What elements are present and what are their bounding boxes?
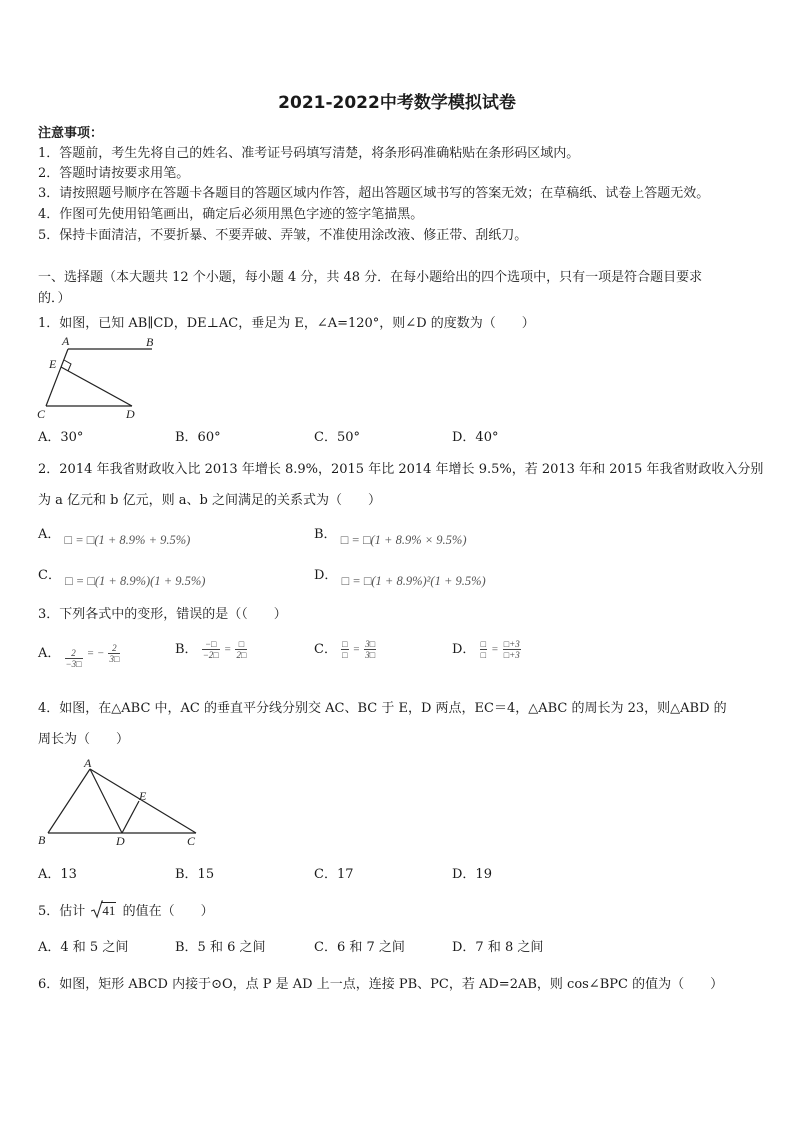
- q2-option-b[interactable]: [314, 523, 467, 547]
- segment-ed: [61, 367, 132, 406]
- q4-option-b[interactable]: B．15: [175, 867, 215, 882]
- sqrt-symbol: [91, 903, 116, 919]
- q4-stem-line1: 4．如图，在△ABC 中，AC 的垂直平分线分别交 AC、BC 于 E，D 两点，EC＝4，△ABC 的周长为 23，则△ABD 的: [38, 701, 727, 716]
- notice-item: 4．作图可先使用铅笔画出，确定后必须用黑色字迹的签字笔描黑。: [38, 207, 424, 222]
- radical-sign-icon: [91, 900, 103, 920]
- q4-option-a[interactable]: A．13: [38, 867, 77, 882]
- q4-figure: [34, 756, 209, 848]
- fraction-left: $\frac{□}{□}$: [342, 639, 348, 660]
- q4-option-d[interactable]: D．19: [452, 867, 492, 882]
- option-expression: □ = □(1 + 8.9% + 9.5%): [64, 533, 191, 547]
- q3-option-d[interactable]: D． $\frac{□}{□}$ = $\frac{□+3}{□+3}$: [452, 639, 520, 660]
- fraction-right: $\frac{2}{3□}$: [109, 643, 120, 664]
- radicand: 41: [102, 903, 116, 918]
- page-title: 2021-2022中考数学模拟试卷: [278, 93, 516, 113]
- label-e: E: [139, 789, 147, 803]
- option-label: B．: [175, 642, 198, 657]
- fraction-left: $\frac{2}{-3□}$: [65, 648, 82, 669]
- label-c: C: [37, 407, 46, 421]
- option-expression: □ = □(1 + 8.9%)²(1 + 9.5%): [341, 574, 486, 588]
- option-label: D．: [452, 642, 476, 657]
- q6-stem: 6．如图，矩形 ABCD 内接于⊙O，点 P 是 AD 上一点，连接 PB、PC，若 AD=2AB，则 cos∠BPC 的值为（ ）: [38, 977, 724, 992]
- q2-option-a[interactable]: [38, 523, 191, 547]
- notice-item: 5．保持卡面清洁，不要折暴、不要弄破、弄皱，不准使用涂改液、修正带、刮纸刀。: [38, 228, 528, 243]
- q3-stem: 3．下列各式中的变形，错误的是（（ ）: [38, 607, 287, 622]
- label-b: B: [146, 335, 154, 349]
- notice-item: 2．答题时请按要求用笔。: [38, 166, 190, 181]
- label-d: D: [126, 407, 135, 421]
- q1-option-b[interactable]: B．60°: [175, 430, 221, 445]
- section-header-line2: 的．）: [38, 291, 71, 306]
- option-expression: □ = □(1 + 8.9%)(1 + 9.5%): [65, 574, 206, 588]
- q2-option-c[interactable]: [38, 564, 206, 588]
- option-expression: □ = □(1 + 8.9% × 9.5%): [340, 533, 467, 547]
- option-label: D．: [314, 568, 338, 583]
- label-d: D: [116, 834, 125, 848]
- label-e: E: [49, 357, 57, 371]
- q1-option-c[interactable]: C．50°: [314, 430, 360, 445]
- q1-figure: [34, 334, 164, 422]
- q3-option-a[interactable]: A． $\frac{2}{-3□}$ = − $\frac{2}{3□}$: [38, 643, 120, 669]
- q5-option-a[interactable]: A．4 和 5 之间: [38, 940, 129, 955]
- notice-item: 3．请按照题号顺序在答题卡各题目的答题区域内作答，超出答题区域书写的答案无效；在草稿纸、试卷上答题无效。: [38, 186, 710, 201]
- q5-option-d[interactable]: D．7 和 8 之间: [452, 940, 544, 955]
- q1-option-d[interactable]: D．40°: [452, 430, 499, 445]
- q5-stem-pre: 5．估计: [38, 904, 86, 919]
- label-c: C: [187, 834, 196, 848]
- option-label: C．: [314, 642, 337, 657]
- q4-stem-line2: 周长为（ ）: [38, 732, 130, 747]
- fraction-right: $\frac{□+3}{□+3}$: [503, 639, 520, 660]
- q5-stem: [38, 900, 214, 919]
- notice-item: 1．答题前，考生先将自己的姓名、准考证号码填写清楚，将条形码准确粘贴在条形码区域内。: [38, 146, 580, 161]
- segment-de: [122, 801, 139, 833]
- q4-option-c[interactable]: C．17: [314, 867, 354, 882]
- q5-option-c[interactable]: C．6 和 7 之间: [314, 940, 405, 955]
- fraction-right: $\frac{3□}{3□}$: [365, 639, 376, 660]
- label-b: B: [38, 833, 46, 847]
- q2-stem-line2: 为 a 亿元和 b 亿元，则 a、b 之间满足的关系式为（ ）: [38, 493, 381, 508]
- q1-option-a[interactable]: A．30°: [38, 430, 84, 445]
- fraction-right: $\frac{□}{2□}$: [236, 639, 247, 660]
- label-a: A: [62, 334, 70, 348]
- option-label: A．: [38, 646, 61, 661]
- q2-stem-line1: 2．2014 年我省财政收入比 2013 年增长 8.9%，2015 年比 2014 年增长 9.5%，若 2013 年和 2015 年我省财政收入分别: [38, 462, 764, 477]
- q1-stem: 1．如图，已知 AB∥CD，DE⊥AC，垂足为 E，∠A=120°，则∠D 的度数为（ ）: [38, 316, 535, 331]
- q5-option-b[interactable]: B．5 和 6 之间: [175, 940, 266, 955]
- fraction-left: $\frac{□}{□}$: [480, 639, 487, 660]
- q3-option-c[interactable]: C． $\frac{□}{□}$ = $\frac{3□}{3□}$: [314, 639, 376, 660]
- label-a: A: [84, 756, 92, 770]
- segment-ab: [48, 769, 90, 833]
- notice-heading: 注意事项：: [38, 126, 104, 141]
- option-label: C．: [38, 568, 61, 583]
- q2-option-d[interactable]: [314, 564, 486, 588]
- section-header-line1: 一、选择题（本大题共 12 个小题，每小题 4 分，共 48 分．在每小题给出的四个选项中，只有一项是符合题目要求: [38, 270, 703, 285]
- q5-stem-post: 的值在（ ）: [122, 904, 214, 919]
- fraction-left: $\frac{-□}{-2□}$: [202, 639, 219, 660]
- option-label: B．: [314, 527, 337, 542]
- q3-option-b[interactable]: B． $\frac{-□}{-2□}$ = $\frac{□}{2□}$: [175, 639, 247, 660]
- option-label: A．: [38, 527, 61, 542]
